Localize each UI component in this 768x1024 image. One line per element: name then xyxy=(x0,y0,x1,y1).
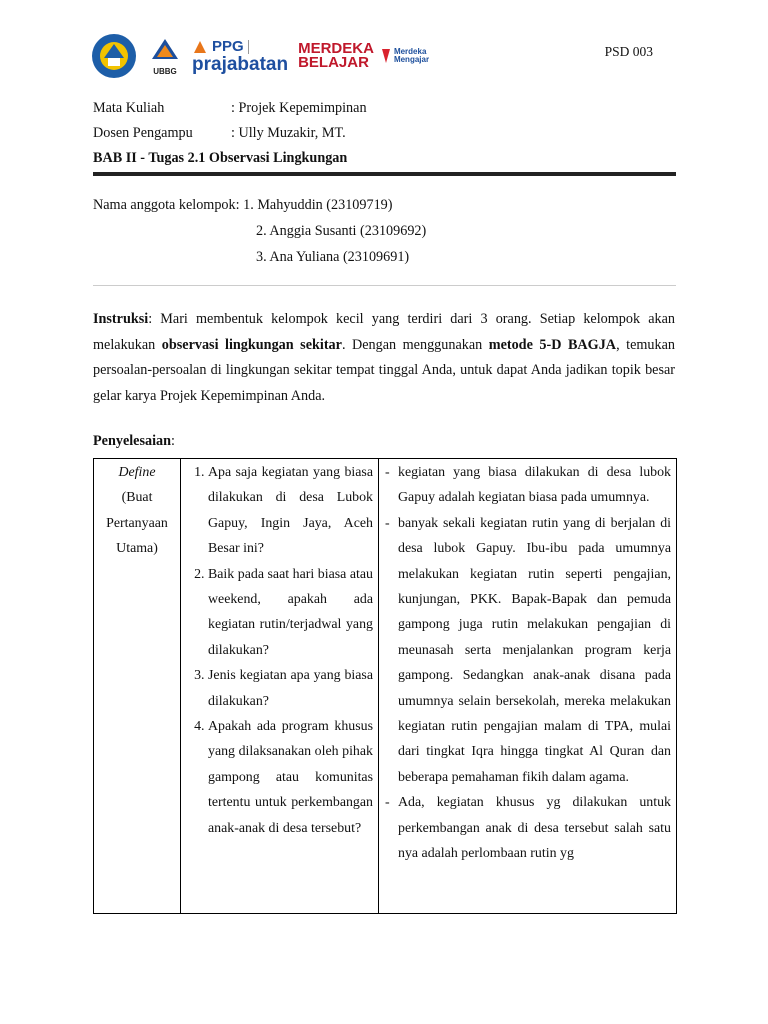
instruction-paragraph xyxy=(93,307,675,409)
stage-name: Define xyxy=(118,465,156,480)
course-row xyxy=(93,96,367,121)
instruction-label: Instruksi xyxy=(93,311,149,327)
instruction-text: , temukan persoalan-persoalan di lingkungan sekitar tempat tinggal Anda, untuk dapat Anda jadikan topik besar gelar karya Projek Kepemimpinan Anda. xyxy=(93,336,675,404)
merdeka-belajar-logo: MERDEKA BELAJAR xyxy=(298,39,374,71)
ubbg-logo: UBBG xyxy=(144,37,186,76)
table-row xyxy=(94,459,677,914)
lecturer-value: : Ully Muzakir, MT. xyxy=(231,125,346,141)
section-divider xyxy=(93,285,676,286)
course-info xyxy=(93,96,367,171)
member-item: 1. Mahyuddin (23109719) xyxy=(243,197,393,213)
logo-bar xyxy=(90,30,429,82)
list-item: 1. Apa saja kegiatan yang biasa dilakukan di desa Lubok Gapuy, Ingin Jaya, Aceh Besar ini? xyxy=(208,460,373,562)
member-item: 3. Ana Yuliana (23109691) xyxy=(256,249,410,265)
stage-cell xyxy=(94,459,181,914)
list-item: 3. Jenis kegiatan apa yang biasa dilakukan? xyxy=(208,663,373,714)
assignment-title: BAB II - Tugas 2.1 Observasi Lingkungan xyxy=(93,150,348,166)
lecturer-row xyxy=(93,121,367,146)
solution-label: Penyelesaian xyxy=(93,433,172,449)
member-item: 2. Anggia Susanti (23109692) xyxy=(256,223,427,239)
stage-description: (Buat Pertanyaan Utama) xyxy=(106,490,168,557)
header-divider xyxy=(93,172,676,176)
list-item: - banyak sekali kegiatan rutin yang di berjalan di desa lubok Gapuy. Ibu-ibu pada umumnya melakukan kegiatan rutin seperti pengajian, kunjungan, PKK. Bapak-Bapak dan pemuda gampong juga rutin melakukan pengajian di meunasah serta menjalankan program kerja gampong. Sedangkan anak-anak disana pada umumnya selain bersekolah, mereka melakukan kegiatan rutin pengajian malam di TPA, mulai dari tingkat Iqra hingga tingkat Al Quran dan beberapa pemahaman fikih dalam agama. xyxy=(396,511,671,790)
instruction-text: : Mari membentuk kelompok kecil yang terdiri dari 3 orang. Setiap kelompok akan melakukan xyxy=(93,311,675,353)
questions-list xyxy=(186,460,373,841)
list-item: 4. Apakah ada program khusus yang dilaksanakan oleh pihak gampong atau komunitas tertentu untuk perkembangan anak-anak di desa tersebut? xyxy=(208,714,373,841)
course-value: : Projek Kepemimpinan xyxy=(231,100,367,116)
answers-list xyxy=(384,460,671,867)
list-item: - Ada, kegiatan khusus yg dilakukan untuk perkembangan anak di desa tersebut salah satu nya adalah perlombaan rutin yg xyxy=(396,790,671,866)
list-item: - kegiatan yang biasa dilakukan di desa lubok Gapuy adalah kegiatan biasa pada umumnya. xyxy=(396,460,671,511)
document-code: PSD 003 xyxy=(604,44,653,59)
bagja-table xyxy=(93,458,677,914)
kemdikbud-logo xyxy=(90,32,138,80)
instruction-text: . Dengan menggunakan xyxy=(341,336,489,353)
group-members xyxy=(93,192,426,270)
questions-cell xyxy=(181,459,379,914)
answers-cell xyxy=(379,459,677,914)
solution-heading: Penyelesaian: xyxy=(93,433,175,449)
course-label: Mata Kuliah xyxy=(93,100,165,116)
list-item: 2. Baik pada saat hari biasa atau weekend, apakah ada kegiatan rutin/terjadwal yang dilakukan? xyxy=(208,562,373,664)
instruction-bold: observasi lingkungan sekitar xyxy=(161,336,342,353)
lecturer-label: Dosen Pengampu xyxy=(93,125,193,141)
ppg-prajabatan-logo: PPG prajabatan xyxy=(192,38,289,75)
instruction-bold: metode 5-D BAGJA xyxy=(488,336,617,353)
members-label: Nama anggota kelompok: xyxy=(93,197,240,213)
merdeka-mengajar-logo: Merdeka Mengajar xyxy=(380,47,429,65)
